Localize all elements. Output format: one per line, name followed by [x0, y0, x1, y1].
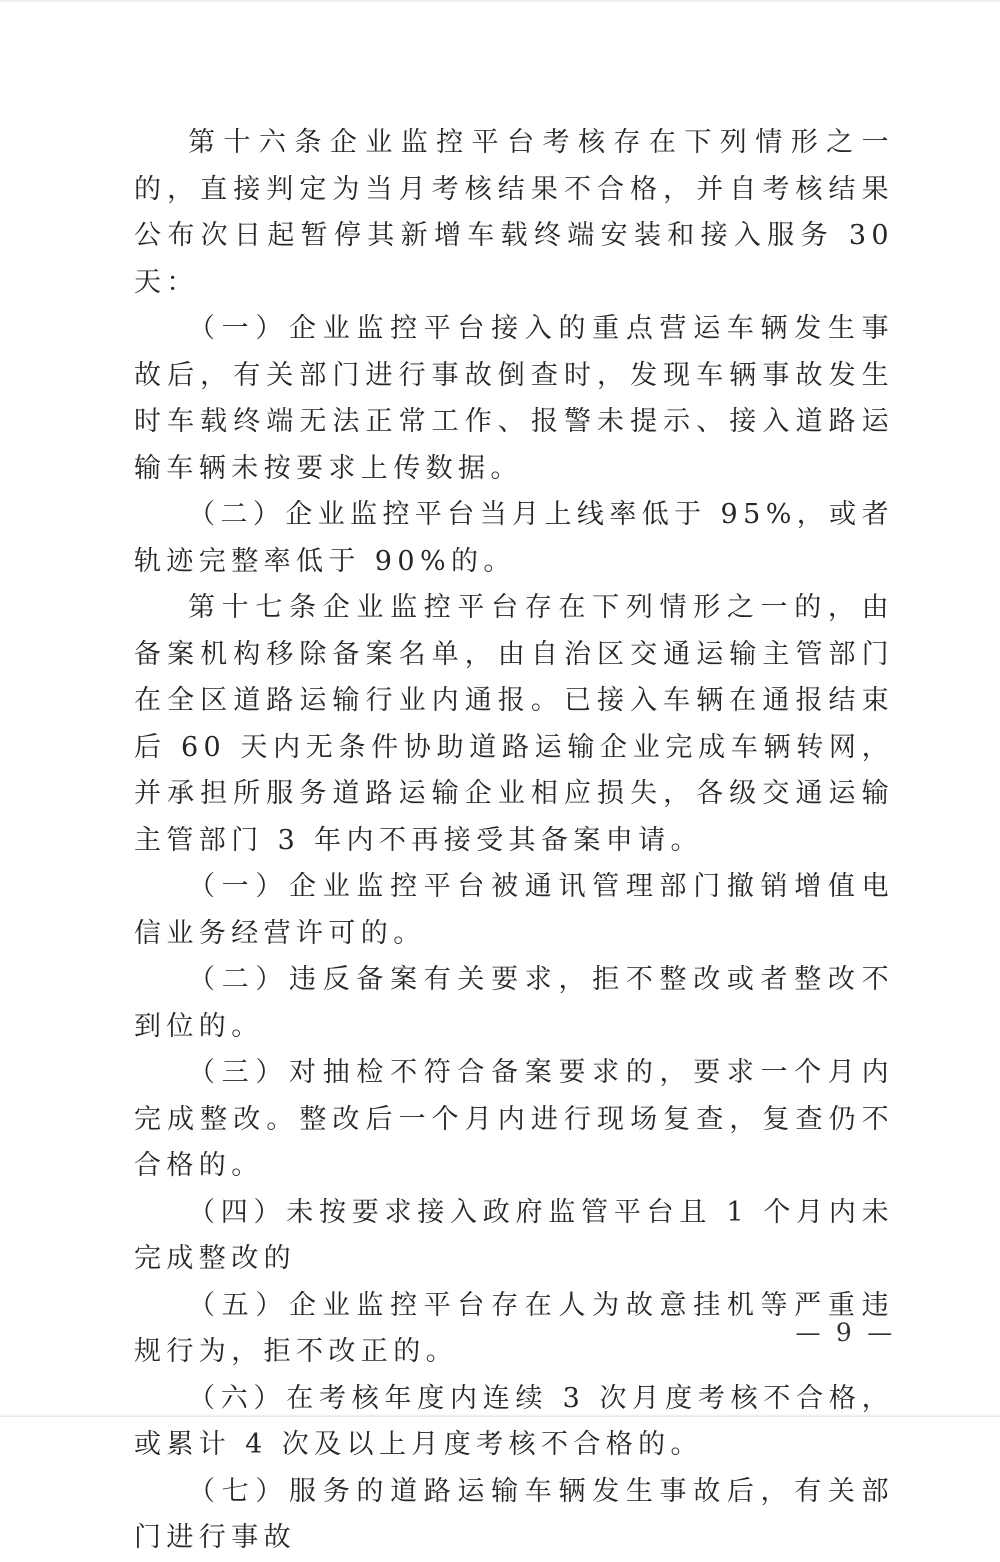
article-17-paragraph: 第十七条企业监控平台存在下列情形之一的，由备案机构移除备案名单，由自治区交通运输主管部门在全区道路运输行业内通报。已接入车辆在通报结束后 60 天内无条件协助道路运输企业完成车辆转网，并承担所服务道路运输企业相应损失，各级交通运输主管部门 3 年内不再接受其备案申请。: [134, 592, 894, 856]
article-17-item-5: （五）企业监控平台存在人为故意挂机等严重违规行为，拒不改正的。: [134, 1289, 894, 1367]
article-17-item-2: （二）违反备案有关要求，拒不整改或者整改不到位的。: [134, 964, 894, 1042]
document-body: [134, 120, 894, 1562]
scan-edge-top: [0, 0, 1000, 3]
article-16-item-2: （二）企业监控平台当月上线率低于 95%，或者轨迹完整率低于 90%的。: [134, 499, 894, 577]
article-17-item-3: （三）对抽检不符合备案要求的，要求一个月内完成整改。整改后一个月内进行现场复查，复查仍不合格的。: [134, 1057, 894, 1181]
article-17-item-4: （四）未按要求接入政府监管平台且 1 个月内未完成整改的: [134, 1196, 894, 1274]
article-17-item-1: （一）企业监控平台被通讯管理部门撤销增值电信业务经营许可的。: [134, 871, 894, 949]
article-16-item-1: （一）企业监控平台接入的重点营运车辆发生事故后，有关部门进行事故倒查时，发现车辆事故发生时车载终端无法正常工作、报警未提示、接入道路运输车辆未按要求上传数据。: [134, 313, 894, 484]
page-number: — 9 —: [795, 1318, 896, 1347]
article-16-paragraph: 第十六条企业监控平台考核存在下列情形之一的，直接判定为当月考核结果不合格，并自考核结果公布次日起暂停其新增车载终端安装和接入服务 30 天：: [134, 127, 894, 298]
article-17-item-7: （七）服务的道路运输车辆发生事故后，有关部门进行事故: [134, 1475, 894, 1553]
article-17-item-6: （六）在考核年度内连续 3 次月度考核不合格，或累计 4 次及以上月度考核不合格的。: [134, 1382, 894, 1460]
